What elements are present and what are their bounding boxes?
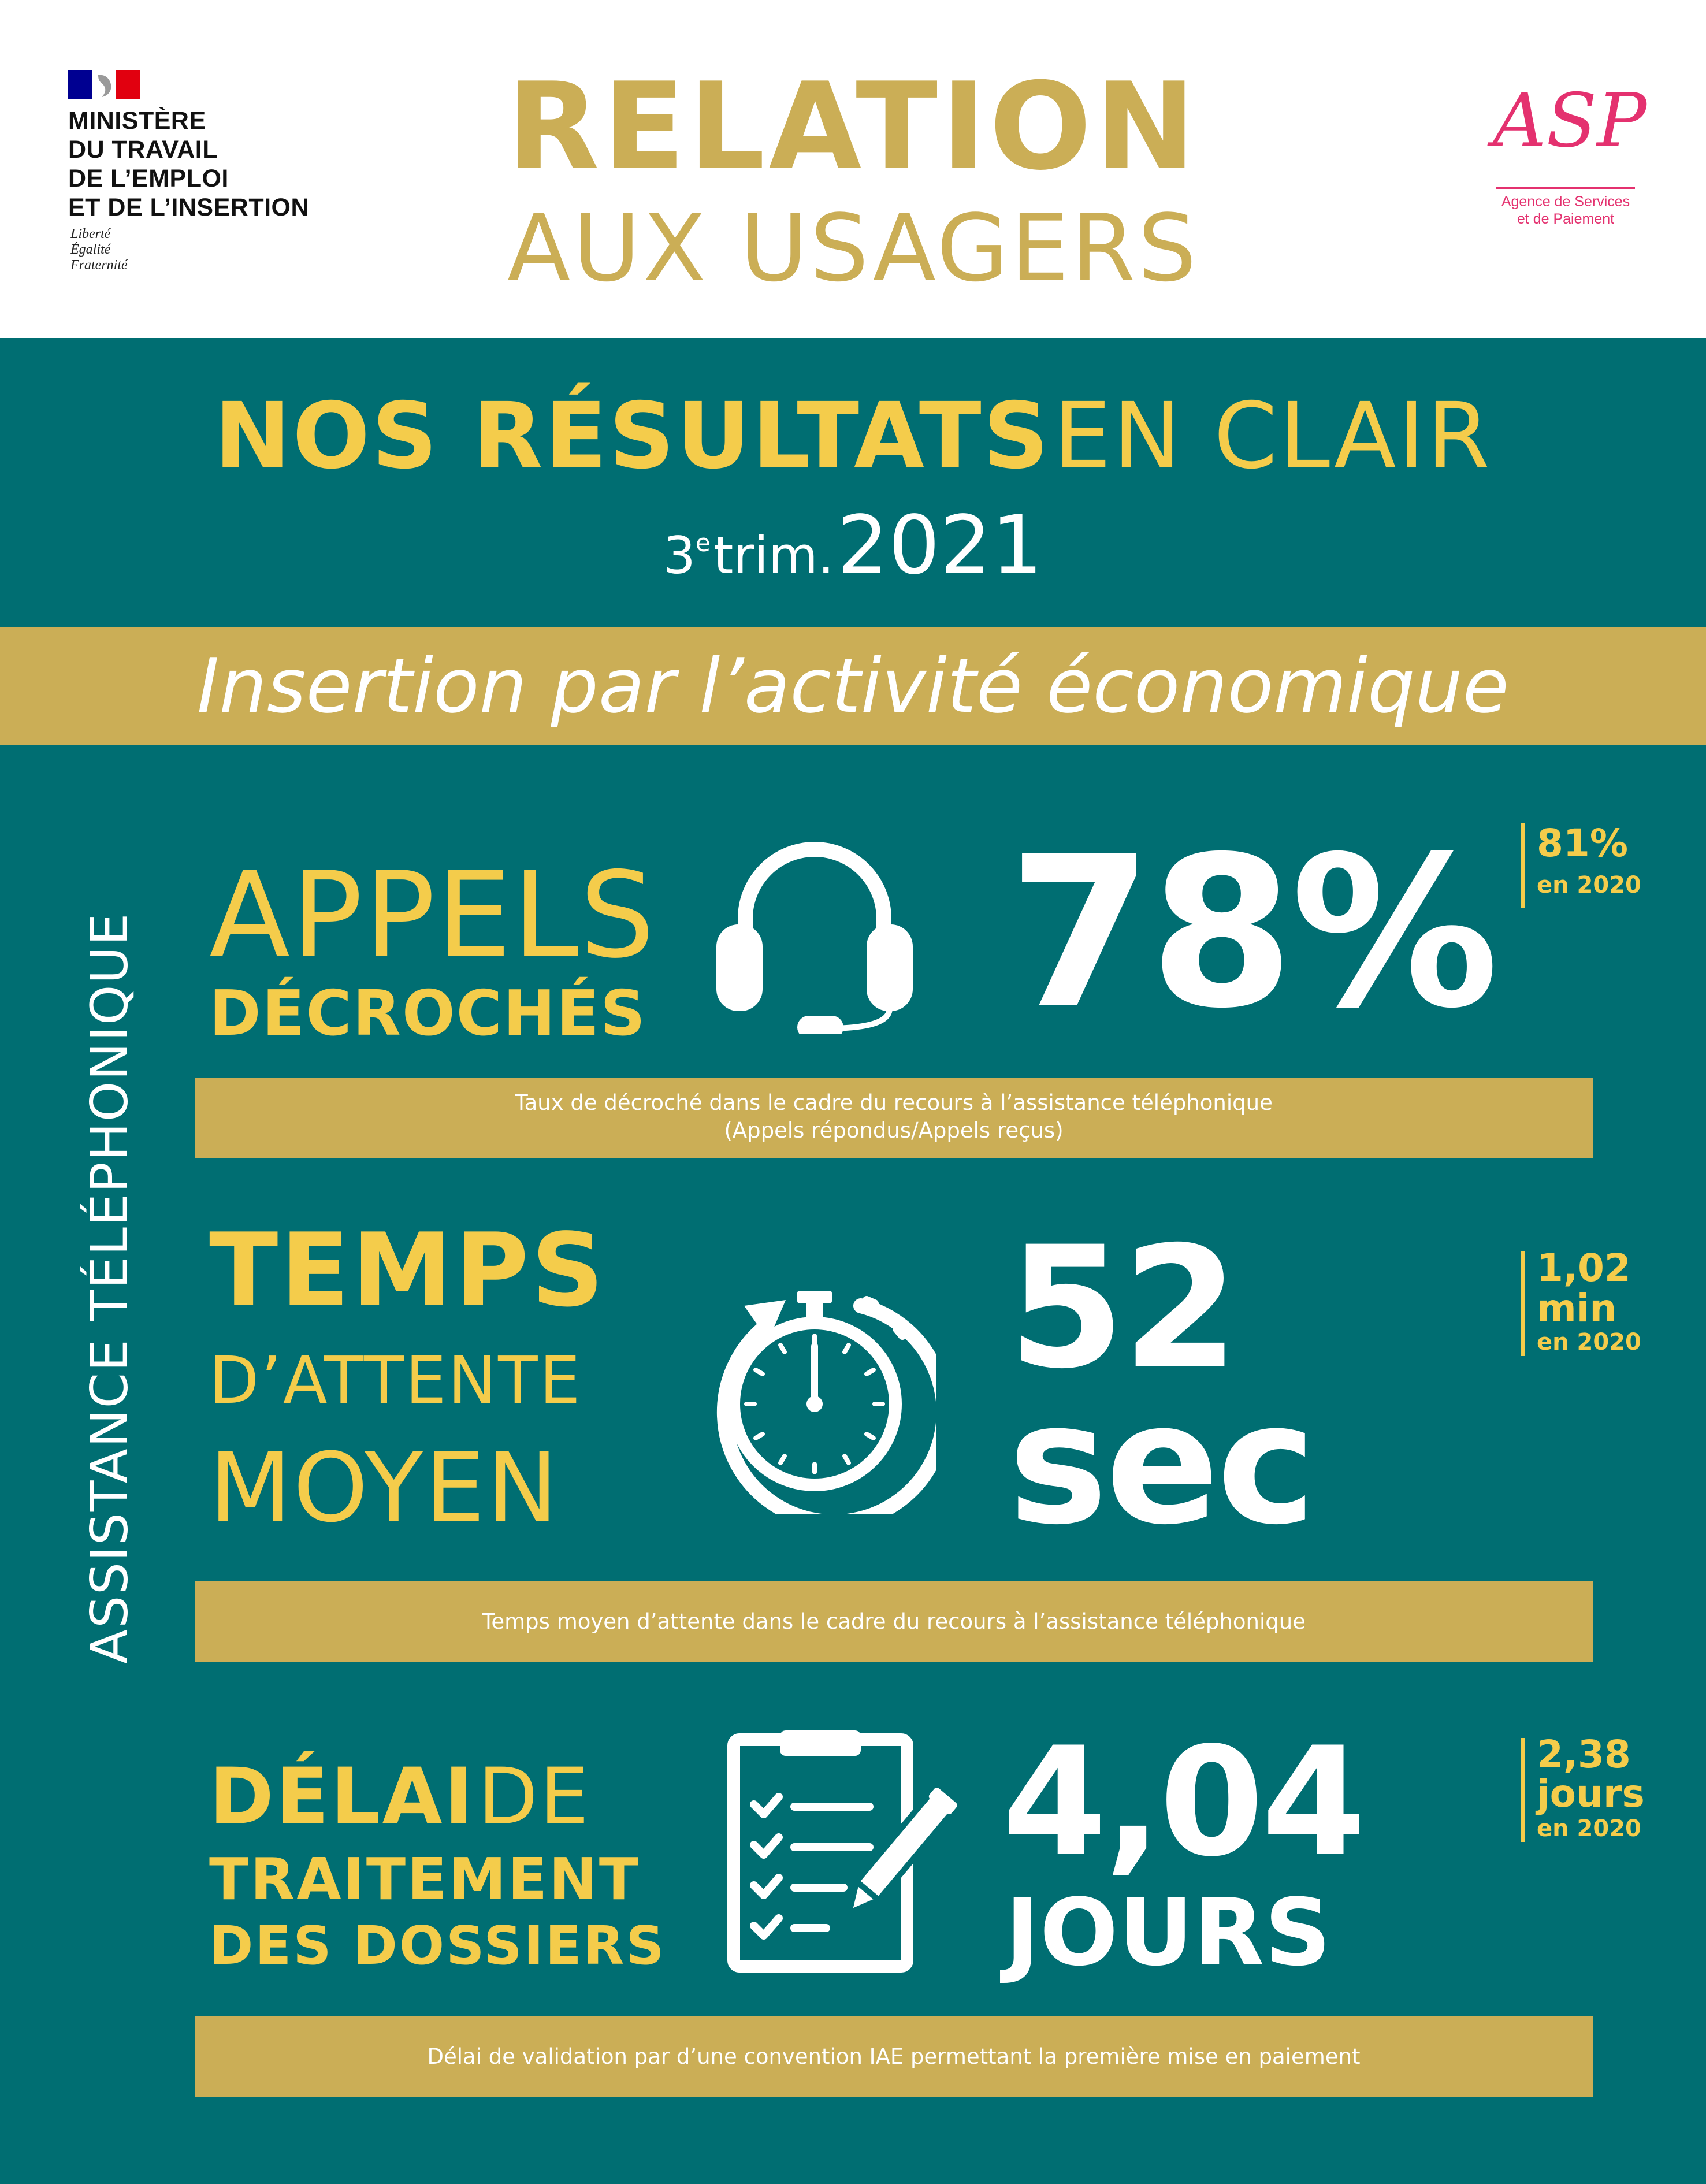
previous-value-divider bbox=[1521, 823, 1525, 908]
metric-title-traitement: TRAITEMENT bbox=[209, 1845, 641, 1913]
metric-title-delai-light: DE bbox=[478, 1751, 591, 1842]
clipboard-checklist-icon bbox=[722, 1730, 976, 1973]
metric-title-temps: TEMPS bbox=[209, 1212, 607, 1329]
asp-logo-text: ASP bbox=[1493, 78, 1647, 164]
period-word: trim. bbox=[713, 526, 834, 585]
metric-unit-delai: JOURS bbox=[1005, 1878, 1331, 1986]
previous-value-delai: 2,38 bbox=[1537, 1732, 1631, 1777]
asp-logo-divider bbox=[1496, 187, 1635, 189]
metric-value-temps: 52 bbox=[1008, 1211, 1237, 1406]
metric-note-line: Taux de décroché dans le cadre du recours à l’assistance téléphonique bbox=[515, 1090, 1273, 1115]
section-banner bbox=[0, 627, 1706, 745]
metric-value-appels: 78% bbox=[1008, 812, 1496, 1054]
previous-value-divider bbox=[1521, 1251, 1525, 1356]
results-title-bold: NOS RÉSULTATS bbox=[214, 383, 1051, 489]
ministry-name-line: ET DE L’INSERTION bbox=[68, 194, 310, 221]
metric-title-appels: APPELS bbox=[209, 847, 656, 985]
period-year: 2021 bbox=[837, 499, 1043, 593]
period-number: 3 bbox=[663, 526, 696, 585]
metric-note-line: Délai de validation par d’une convention IAE permettant la première mise en paiement bbox=[427, 2044, 1361, 2069]
side-label-assistance: ASSISTANCE TÉLÉPHONIQUE bbox=[80, 912, 139, 1664]
stopwatch-icon bbox=[693, 1265, 936, 1514]
header bbox=[0, 0, 1706, 338]
ministry-name-line: DU TRAVAIL bbox=[68, 136, 218, 164]
metric-title-delai-bold: DÉLAI bbox=[209, 1751, 475, 1842]
period bbox=[0, 497, 1706, 616]
metric-note-line: (Appels répondus/Appels reçus) bbox=[724, 1118, 1064, 1143]
metric-title-moyen: MOYEN bbox=[209, 1432, 560, 1543]
metric-value-delai: 4,04 bbox=[1002, 1715, 1364, 1890]
metric-note-line: Temps moyen d’attente dans le cadre du recours à l’assistance téléphonique bbox=[482, 1609, 1306, 1634]
metric-note-temps bbox=[195, 1581, 1593, 1662]
section-banner-text: Insertion par l’activité économique bbox=[197, 642, 1509, 730]
previous-label-temps: en 2020 bbox=[1537, 1329, 1641, 1355]
period-superscript: e bbox=[695, 529, 711, 557]
headset-icon bbox=[711, 832, 919, 1034]
devise-line: Égalité bbox=[70, 242, 111, 257]
asp-subtitle-line: et de Paiement bbox=[1517, 211, 1615, 227]
metric-note-delai bbox=[195, 2016, 1593, 2097]
metric-title-dossiers: DES DOSSIERS bbox=[209, 1915, 666, 1977]
metric-title-decroches: DÉCROCHÉS bbox=[209, 978, 646, 1050]
metric-note-appels bbox=[195, 1078, 1593, 1158]
ministry-name-line: DE L’EMPLOI bbox=[68, 165, 229, 192]
previous-value-divider bbox=[1521, 1738, 1525, 1842]
page-title-aux-usagers: AUX USAGERS bbox=[507, 194, 1199, 302]
metric-unit-temps: sec bbox=[1008, 1367, 1314, 1562]
previous-value-appels: 81% bbox=[1537, 821, 1628, 866]
ministry-name-line: MINISTÈRE bbox=[68, 107, 206, 135]
asp-logo bbox=[1479, 64, 1652, 248]
previous-label-delai: en 2020 bbox=[1537, 1815, 1641, 1842]
previous-label-appels: en 2020 bbox=[1537, 872, 1641, 898]
page-title-relation: RELATION bbox=[507, 57, 1199, 197]
devise-line: Liberté bbox=[70, 226, 111, 242]
previous-value-temps: 1,02 bbox=[1537, 1246, 1631, 1290]
previous-unit-delai: jours bbox=[1537, 1771, 1645, 1816]
previous-unit-temps: min bbox=[1537, 1286, 1617, 1331]
results-title-light: EN CLAIR bbox=[1053, 383, 1492, 489]
asp-subtitle-line: Agence de Services bbox=[1501, 194, 1630, 210]
devise-line: Fraternité bbox=[70, 258, 128, 273]
metric-title-attente: D’ATTENTE bbox=[209, 1343, 582, 1418]
